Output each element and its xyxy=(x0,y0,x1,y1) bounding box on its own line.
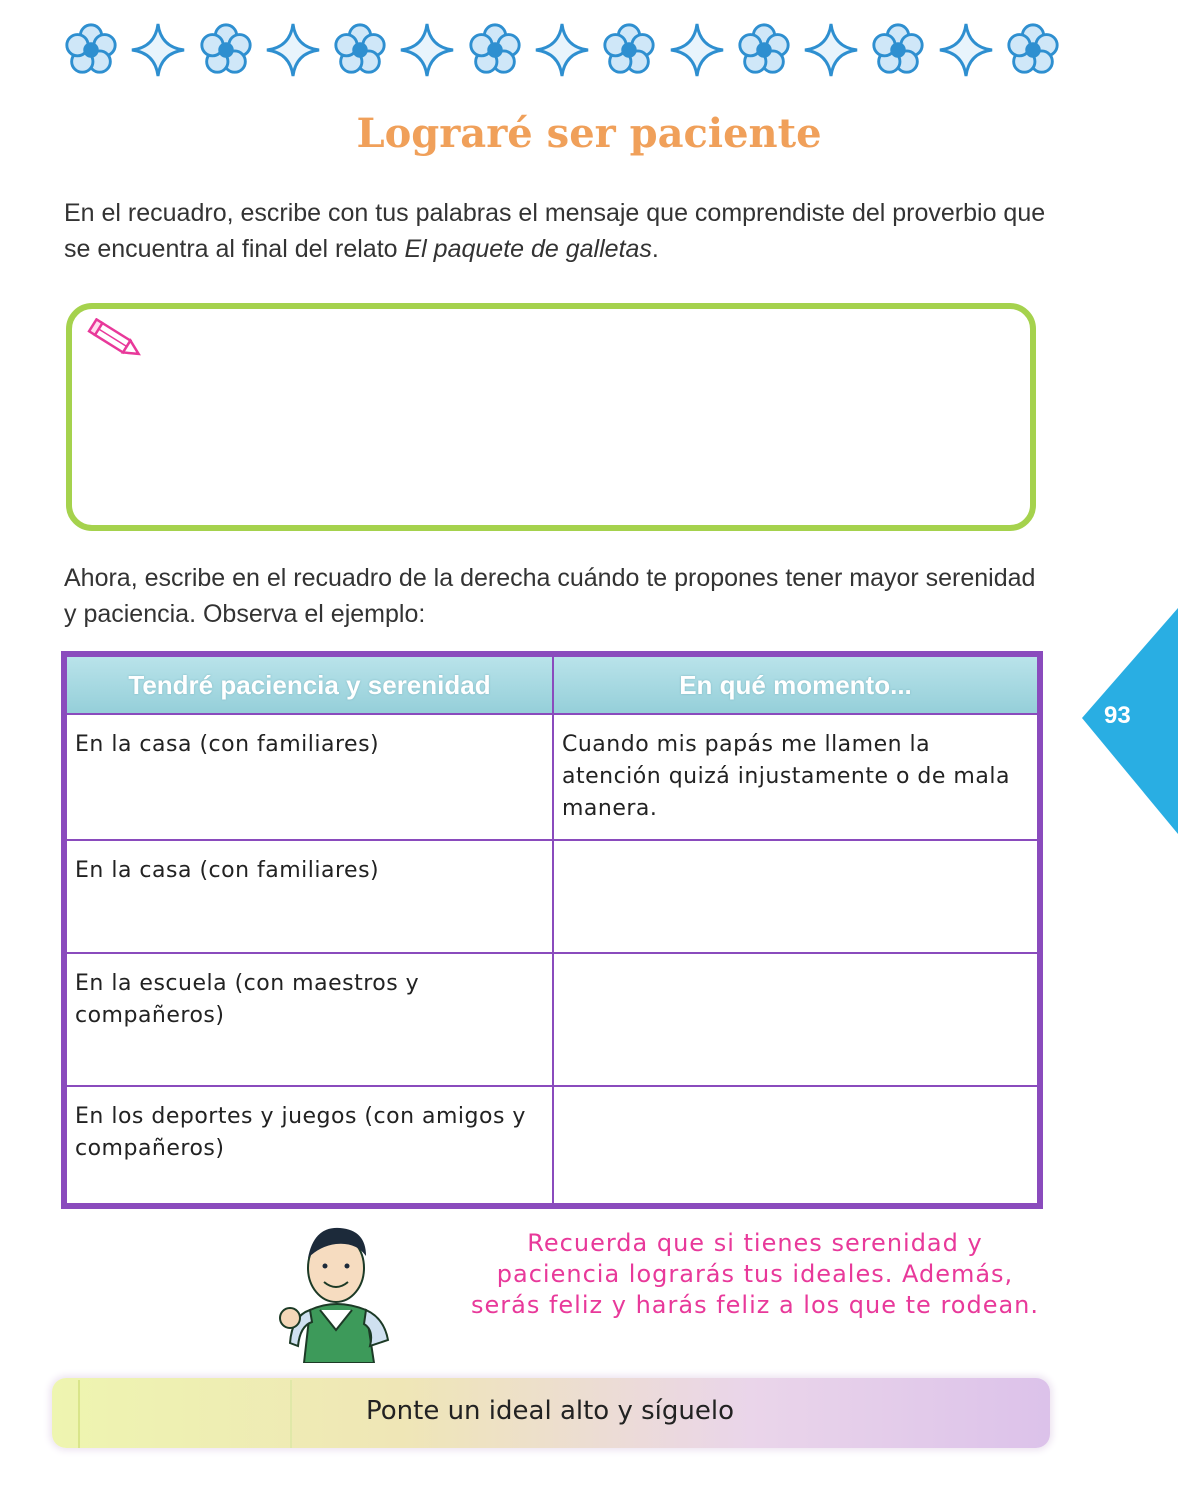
reminder-text: Recuerda que si tienes serenidad y paciencia lograrás tus ideales. Además, serás feliz y harás feliz a los que te rodean. xyxy=(470,1229,1040,1319)
star-icon xyxy=(129,21,187,79)
row-moment-cell[interactable] xyxy=(553,953,1037,1086)
answer-box[interactable] xyxy=(66,303,1036,531)
row-situation-cell: En la casa (con familiares) xyxy=(67,840,553,953)
column-header-moment: En qué momento... xyxy=(553,657,1037,714)
column-header-situation: Tendré paciencia y serenidad xyxy=(67,657,553,714)
star-icon xyxy=(533,21,591,79)
patience-table xyxy=(61,651,1043,1209)
row-situation-cell: En los deportes y juegos (con amigos y compañeros) xyxy=(67,1086,553,1203)
instruction-period: . xyxy=(651,235,659,263)
flower-icon xyxy=(869,21,927,79)
row-situation-cell: En la casa (con familiares) xyxy=(67,714,553,840)
boy-illustration xyxy=(270,1218,402,1363)
flower-icon xyxy=(1004,21,1062,79)
story-title: El paquete de galletas xyxy=(404,235,652,263)
instruction-text: En el recuadro, escribe con tus palabras el mensaje que comprendiste del proverbio que se encuentra al final del relato xyxy=(64,199,1046,263)
flower-icon xyxy=(600,21,658,79)
flower-icon xyxy=(331,21,389,79)
pencil-icon xyxy=(86,318,146,364)
flower-icon xyxy=(735,21,793,79)
star-icon xyxy=(802,21,860,79)
instruction-paragraph-1 xyxy=(64,195,1054,267)
star-icon xyxy=(398,21,456,79)
row-moment-cell[interactable] xyxy=(553,840,1037,953)
motto-text: Ponte un ideal alto y síguelo xyxy=(365,1396,734,1426)
star-icon xyxy=(937,21,995,79)
row-situation-cell: En la escuela (con maestros y compañeros) xyxy=(67,953,553,1086)
star-icon xyxy=(264,21,322,79)
flower-icon xyxy=(197,21,255,79)
instruction-paragraph-2: Ahora, escribe en el recuadro de la derecha cuándo te propones tener mayor serenidad y paciencia. Observa el ejemplo: xyxy=(64,564,1036,628)
ornament-border xyxy=(62,18,1062,82)
flower-icon xyxy=(62,21,120,79)
star-icon xyxy=(668,21,726,79)
row-moment-cell[interactable] xyxy=(553,1086,1037,1203)
page-number: 93 xyxy=(1104,702,1131,729)
page-title: Lograré ser paciente xyxy=(356,110,822,157)
flower-icon xyxy=(466,21,524,79)
row-moment-cell: Cuando mis papás me llamen la atención quizá injustamente o de mala manera. xyxy=(553,714,1037,840)
